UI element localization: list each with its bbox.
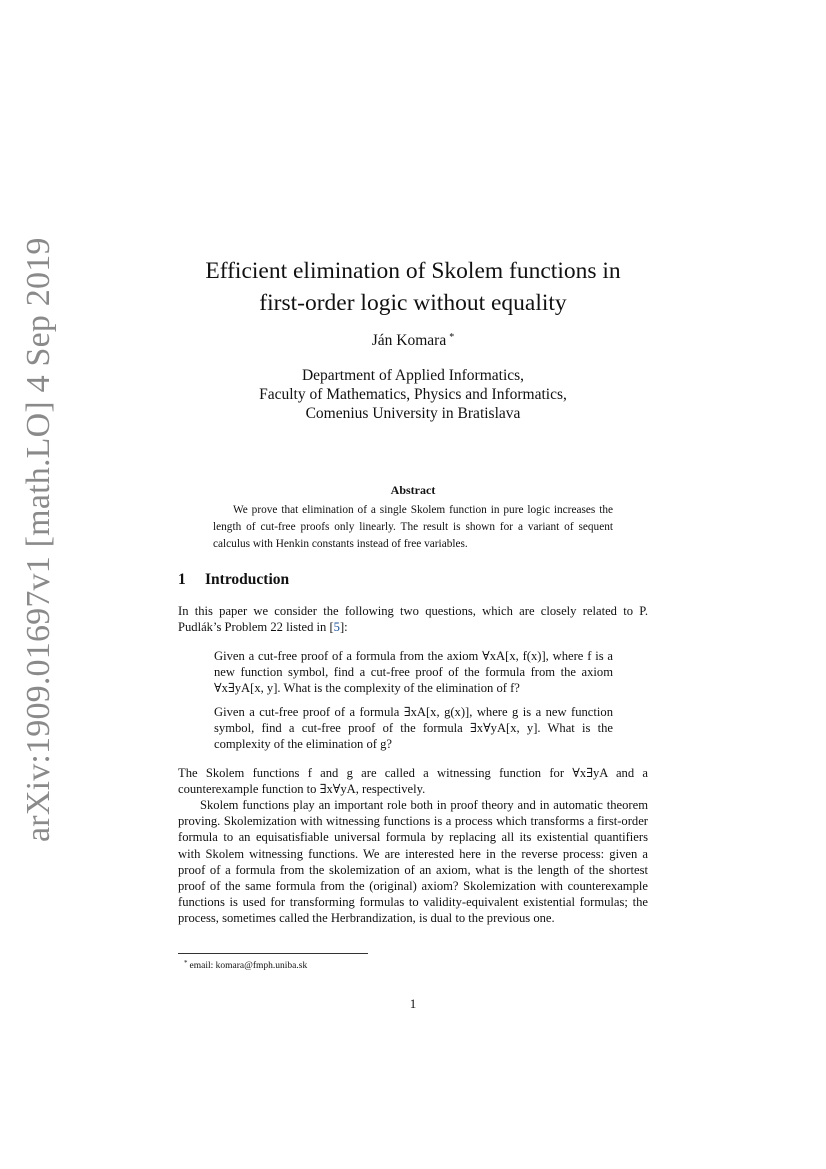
title-line-2: first-order logic without equality	[259, 290, 567, 316]
footnote-rule	[178, 953, 368, 954]
abstract-text: We prove that elimination of a single Skolem function in pure logic increases the length of cut-free proofs only linearly. The result is shown for a variant of sequent calculus with Henkin constants instead of free variables.	[213, 504, 613, 550]
author-name: Ján Komara	[371, 332, 447, 349]
author-footnote-mark: *	[449, 332, 455, 343]
intro-paragraph	[178, 603, 648, 635]
page-number: 1	[409, 996, 417, 1011]
abstract-body	[213, 502, 613, 553]
affiliation-line: Department of Applied Informatics,	[301, 367, 525, 384]
citation-link[interactable]: 5	[333, 620, 340, 635]
intro-text: In this paper we consider the following two questions, which are closely related to P. Pudlák’s Problem 22 listed in [	[178, 604, 648, 635]
affiliation-line: Faculty of Mathematics, Physics and Informatics,	[259, 386, 567, 403]
question-2: Given a cut-free proof of a formula ∃xA[x, g(x)], where g is a new function symbol, find a cut-free proof of the formula ∃x∀yA[x, y]. What is the complexity of the elimination of g?	[214, 705, 613, 752]
footnote	[184, 959, 307, 971]
question-1: Given a cut-free proof of a formula from the axiom ∀xA[x, f(x)], where f is a new function symbol, find a cut-free proof of the formula from the axiom ∀x∃yA[x, y]. What is the complexity of the elimination of f?	[214, 649, 613, 696]
section-title: Introduction	[205, 571, 290, 588]
intro-text-end: ]:	[339, 620, 348, 635]
footnote-mark: *	[184, 959, 188, 967]
arxiv-identifier: arXiv:1909.01697v1 [math.LO] 4 Sep 2019	[20, 237, 57, 842]
paper-title	[150, 255, 676, 319]
title-line-1: Efficient elimination of Skolem functions in	[205, 258, 621, 284]
abstract-heading: Abstract	[390, 483, 436, 497]
affiliation	[0, 366, 826, 423]
affiliation-line: Comenius University in Bratislava	[305, 405, 521, 422]
section-heading	[178, 571, 289, 589]
section-number: 1	[178, 571, 186, 588]
skolem-functions-paragraph: The Skolem functions f and g are called a witnessing function for ∀x∃yA and a counterexample function to ∃x∀yA, respectively.	[178, 766, 648, 797]
author	[0, 332, 826, 350]
skolem-role-paragraph: Skolem functions play an important role both in proof theory and in automatic theorem proving. Skolemization with witnessing functions is a process which transforms a first-order formula to an equisatisfiable universal formula by replacing all its existential quantifiers with Skolem witnessing functions. We are interested here in the reverse process: given a proof of a formula from the skolemization of an axiom, what is the length of the shortest proof of the same formula from the (original) axiom? Skolemization with counterexample functions is used for transforming formulas to validity-equivalent existential formulas; the process, sometimes called the Herbrandization, is dual to the previous one.	[178, 798, 648, 926]
footnote-email: email: komara@fmph.uniba.sk	[189, 961, 308, 971]
